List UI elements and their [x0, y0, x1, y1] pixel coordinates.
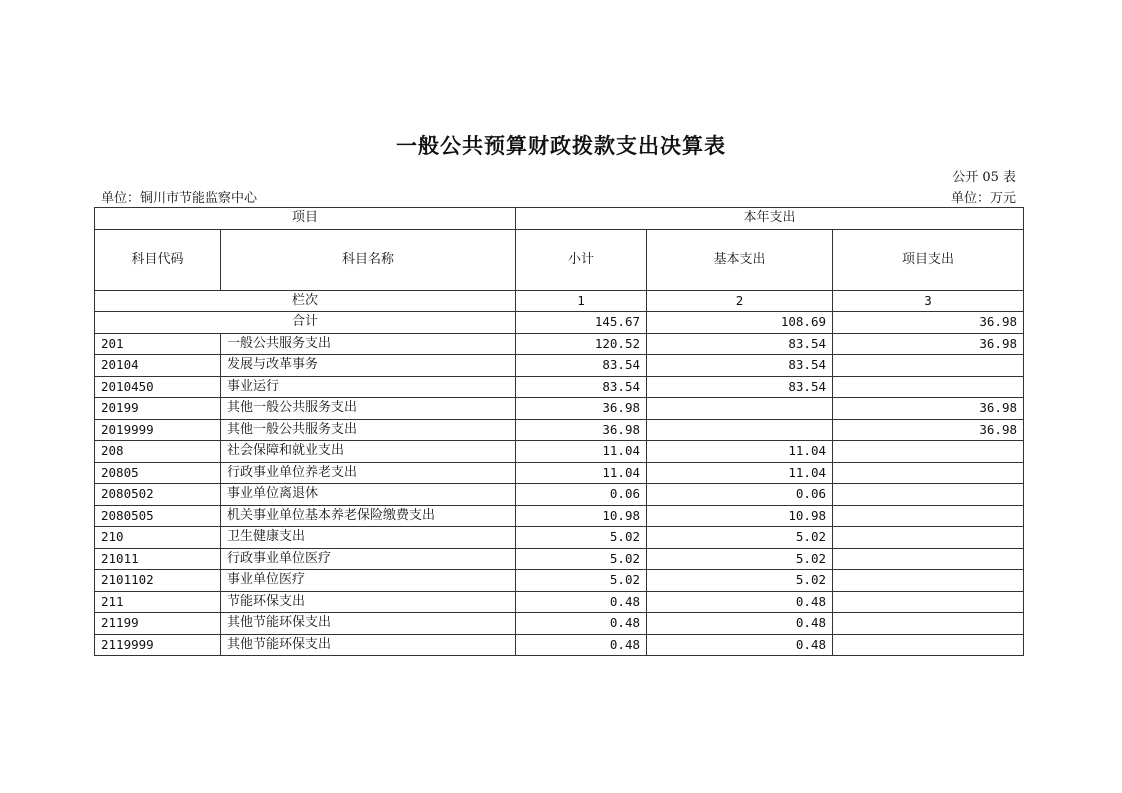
- row-name: 行政事业单位医疗: [221, 548, 516, 570]
- header-name: 科目名称: [221, 229, 516, 290]
- header-project-expense: 项目支出: [833, 229, 1024, 290]
- row-name: 社会保障和就业支出: [221, 441, 516, 463]
- row-code: 21199: [95, 613, 221, 635]
- row-name: 其他一般公共服务支出: [221, 398, 516, 420]
- row-code: 201: [95, 333, 221, 355]
- row-project: [833, 548, 1024, 570]
- row-code: 211: [95, 591, 221, 613]
- column-number-row: [95, 290, 1024, 312]
- row-basic: [647, 398, 833, 420]
- row-basic: 0.06: [647, 484, 833, 506]
- row-project: 36.98: [833, 333, 1024, 355]
- row-code: 20199: [95, 398, 221, 420]
- row-subtotal: 83.54: [516, 376, 647, 398]
- row-subtotal: 10.98: [516, 505, 647, 527]
- header-row-2: [95, 229, 1024, 290]
- table-row: [95, 548, 1024, 570]
- row-code: 20805: [95, 462, 221, 484]
- header-project: 项目: [95, 208, 516, 230]
- header-row-1: [95, 208, 1024, 230]
- row-code: 2019999: [95, 419, 221, 441]
- total-project: 36.98: [833, 312, 1024, 334]
- row-project: [833, 570, 1024, 592]
- row-basic: 0.48: [647, 634, 833, 656]
- column-3: 3: [833, 290, 1024, 312]
- table-row: [95, 591, 1024, 613]
- row-project: 36.98: [833, 419, 1024, 441]
- row-project: [833, 505, 1024, 527]
- row-name: 卫生健康支出: [221, 527, 516, 549]
- row-code: 2080502: [95, 484, 221, 506]
- expenditure-table: [94, 207, 1024, 656]
- row-basic: 5.02: [647, 548, 833, 570]
- row-code: 2119999: [95, 634, 221, 656]
- row-basic: 83.54: [647, 355, 833, 377]
- row-basic: 5.02: [647, 570, 833, 592]
- row-code: 21011: [95, 548, 221, 570]
- row-project: [833, 527, 1024, 549]
- row-code: 2101102: [95, 570, 221, 592]
- row-subtotal: 5.02: [516, 548, 647, 570]
- column-label: 栏次: [95, 290, 516, 312]
- table-row: [95, 441, 1024, 463]
- row-basic: 5.02: [647, 527, 833, 549]
- column-1: 1: [516, 290, 647, 312]
- currency-unit: 单位：万元: [950, 191, 1016, 206]
- row-basic: 0.48: [647, 591, 833, 613]
- row-name: 事业单位离退休: [221, 484, 516, 506]
- table-row: [95, 634, 1024, 656]
- total-basic: 108.69: [647, 312, 833, 334]
- row-name: 一般公共服务支出: [221, 333, 516, 355]
- row-code: 2080505: [95, 505, 221, 527]
- row-basic: 83.54: [647, 333, 833, 355]
- row-name: 节能环保支出: [221, 591, 516, 613]
- total-row: [95, 312, 1024, 334]
- table-row: [95, 570, 1024, 592]
- row-basic: 0.48: [647, 613, 833, 635]
- row-subtotal: 0.48: [516, 591, 647, 613]
- form-number: 公开 05 表: [952, 170, 1016, 185]
- row-subtotal: 0.06: [516, 484, 647, 506]
- row-name: 其他一般公共服务支出: [221, 419, 516, 441]
- table-row: [95, 613, 1024, 635]
- row-project: [833, 484, 1024, 506]
- document-title: 一般公共预算财政拨款支出决算表: [396, 133, 726, 158]
- row-project: [833, 355, 1024, 377]
- row-project: 36.98: [833, 398, 1024, 420]
- column-2: 2: [647, 290, 833, 312]
- row-name: 机关事业单位基本养老保险缴费支出: [221, 505, 516, 527]
- row-project: [833, 441, 1024, 463]
- row-subtotal: 5.02: [516, 570, 647, 592]
- row-subtotal: 36.98: [516, 398, 647, 420]
- row-project: [833, 613, 1024, 635]
- table-row: [95, 484, 1024, 506]
- table-row: [95, 505, 1024, 527]
- row-name: 事业单位医疗: [221, 570, 516, 592]
- row-basic: 10.98: [647, 505, 833, 527]
- header-code: 科目代码: [95, 229, 221, 290]
- row-basic: 11.04: [647, 441, 833, 463]
- table-row: [95, 419, 1024, 441]
- organization-unit: 单位：铜川市节能监察中心: [101, 191, 258, 206]
- row-project: [833, 634, 1024, 656]
- row-subtotal: 5.02: [516, 527, 647, 549]
- header-subtotal: 小计: [516, 229, 647, 290]
- row-project: [833, 591, 1024, 613]
- row-subtotal: 120.52: [516, 333, 647, 355]
- header-current-year: 本年支出: [516, 208, 1024, 230]
- row-name: 其他节能环保支出: [221, 634, 516, 656]
- row-project: [833, 462, 1024, 484]
- row-subtotal: 83.54: [516, 355, 647, 377]
- table-row: [95, 333, 1024, 355]
- total-subtotal: 145.67: [516, 312, 647, 334]
- table-row: [95, 527, 1024, 549]
- row-subtotal: 0.48: [516, 613, 647, 635]
- table-row: [95, 462, 1024, 484]
- row-name: 行政事业单位养老支出: [221, 462, 516, 484]
- row-name: 其他节能环保支出: [221, 613, 516, 635]
- row-subtotal: 11.04: [516, 441, 647, 463]
- row-project: [833, 376, 1024, 398]
- row-basic: 83.54: [647, 376, 833, 398]
- row-basic: 11.04: [647, 462, 833, 484]
- total-label: 合计: [95, 312, 516, 334]
- row-code: 20104: [95, 355, 221, 377]
- row-basic: [647, 419, 833, 441]
- row-code: 2010450: [95, 376, 221, 398]
- row-subtotal: 36.98: [516, 419, 647, 441]
- row-subtotal: 0.48: [516, 634, 647, 656]
- table-row: [95, 376, 1024, 398]
- table-row: [95, 355, 1024, 377]
- row-code: 210: [95, 527, 221, 549]
- header-basic: 基本支出: [647, 229, 833, 290]
- row-subtotal: 11.04: [516, 462, 647, 484]
- table-row: [95, 398, 1024, 420]
- row-name: 发展与改革事务: [221, 355, 516, 377]
- row-name: 事业运行: [221, 376, 516, 398]
- row-code: 208: [95, 441, 221, 463]
